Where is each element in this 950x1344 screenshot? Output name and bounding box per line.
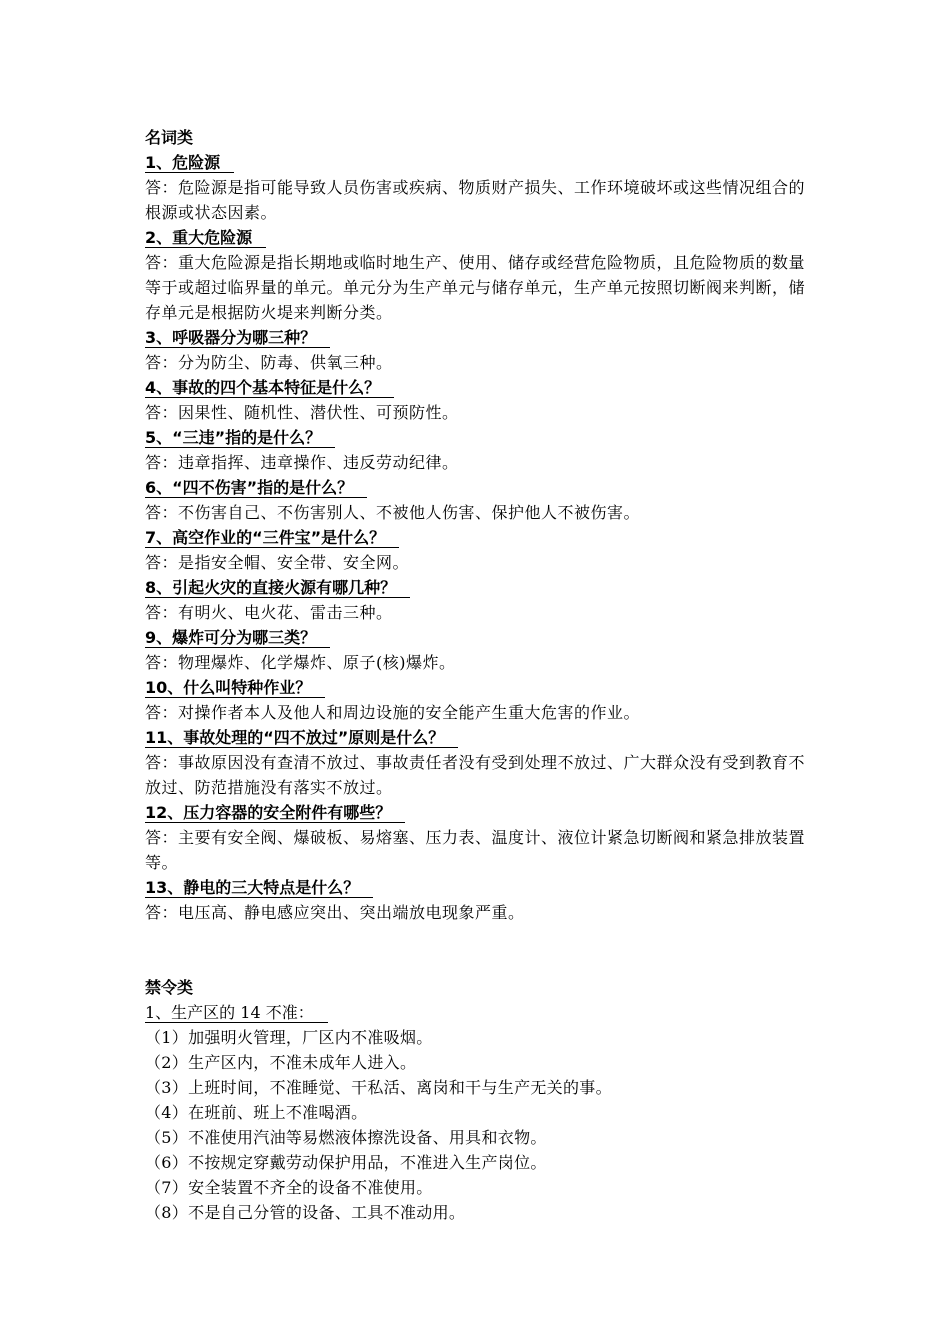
question-6: 6、“四不伤害”指的是什么？ bbox=[145, 475, 805, 500]
question-12: 12、压力容器的安全附件有哪些？ bbox=[145, 800, 805, 825]
answer-11: 答：事故原因没有查清不放过、事故责任者没有受到处理不放过、广大群众没有受到教育不放过、防范措施没有落实不放过。 bbox=[145, 753, 806, 797]
section-spacer bbox=[145, 925, 805, 975]
answer-9: 答：物理爆炸、化学爆炸、原子(核)爆炸。 bbox=[145, 653, 456, 672]
section-title-prohibitions: 禁令类 bbox=[145, 978, 194, 997]
answer-7: 答：是指安全帽、安全带、安全网。 bbox=[145, 553, 410, 572]
question-2: 2、重大危险源 bbox=[145, 225, 805, 250]
answer-1: 答：危险源是指可能导致人员伤害或疾病、物质财产损失、工作环境破坏或这些情况组合的根源或状态因素。 bbox=[145, 178, 806, 222]
answer-5: 答：违章指挥、违章操作、违反劳动纪律。 bbox=[145, 453, 459, 472]
rule-item: （3）上班时间，不准睡觉、干私活、离岗和干与生产无关的事。 bbox=[145, 1078, 612, 1097]
question-4: 4、事故的四个基本特征是什么？ bbox=[145, 375, 805, 400]
rule-item: （7）安全装置不齐全的设备不准使用。 bbox=[145, 1178, 433, 1197]
question-5: 5、“三违”指的是什么？ bbox=[145, 425, 805, 450]
rule-item: （1）加强明火管理，厂区内不准吸烟。 bbox=[145, 1028, 433, 1047]
answer-2: 答：重大危险源是指长期地或临时地生产、使用、储存或经营危险物质，且危险物质的数量等于或超过临界量的单元。单元分为生产单元与储存单元，生产单元按照切断阀来判断，储存单元是根据防火堤来判断分类。 bbox=[145, 253, 806, 322]
section-title-terms: 名词类 bbox=[145, 128, 194, 147]
rule-item: （4）在班前、班上不准喝酒。 bbox=[145, 1103, 368, 1122]
question-10: 10、什么叫特种作业？ bbox=[145, 675, 805, 700]
question-8: 8、引起火灾的直接火源有哪几种？ bbox=[145, 575, 805, 600]
answer-3: 答：分为防尘、防毒、供氧三种。 bbox=[145, 353, 393, 372]
answer-13: 答：电压高、静电感应突出、突出端放电现象严重。 bbox=[145, 903, 525, 922]
answer-10: 答：对操作者本人及他人和周边设施的安全能产生重大危害的作业。 bbox=[145, 703, 641, 722]
question-3: 3、呼吸器分为哪三种？ bbox=[145, 325, 805, 350]
answer-8: 答：有明火、电火花、雷击三种。 bbox=[145, 603, 393, 622]
answer-6: 答：不伤害自己、不伤害别人、不被他人伤害、保护他人不被伤害。 bbox=[145, 503, 641, 522]
question-9: 9、爆炸可分为哪三类？ bbox=[145, 625, 805, 650]
question-13: 13、静电的三大特点是什么？ bbox=[145, 875, 805, 900]
question-7: 7、高空作业的“三件宝”是什么？ bbox=[145, 525, 805, 550]
rule-item: （8）不是自己分管的设备、工具不准动用。 bbox=[145, 1203, 466, 1222]
rule-item: （5）不准使用汽油等易燃液体擦洗设备、用具和衣物。 bbox=[145, 1128, 547, 1147]
question-1: 1、危险源 bbox=[145, 150, 805, 175]
answer-4: 答：因果性、随机性、潜伏性、可预防性。 bbox=[145, 403, 459, 422]
answer-12: 答：主要有安全阀、爆破板、易熔塞、压力表、温度计、液位计紧急切断阀和紧急排放装置等。 bbox=[145, 828, 806, 872]
subheading-production-area: 1、生产区的 14 不准： bbox=[145, 1000, 805, 1025]
rule-item: （2）生产区内，不准未成年人进入。 bbox=[145, 1053, 417, 1072]
document-page bbox=[145, 125, 805, 1225]
question-11: 11、事故处理的“四不放过”原则是什么？ bbox=[145, 725, 805, 750]
rule-item: （6）不按规定穿戴劳动保护用品，不准进入生产岗位。 bbox=[145, 1153, 547, 1172]
